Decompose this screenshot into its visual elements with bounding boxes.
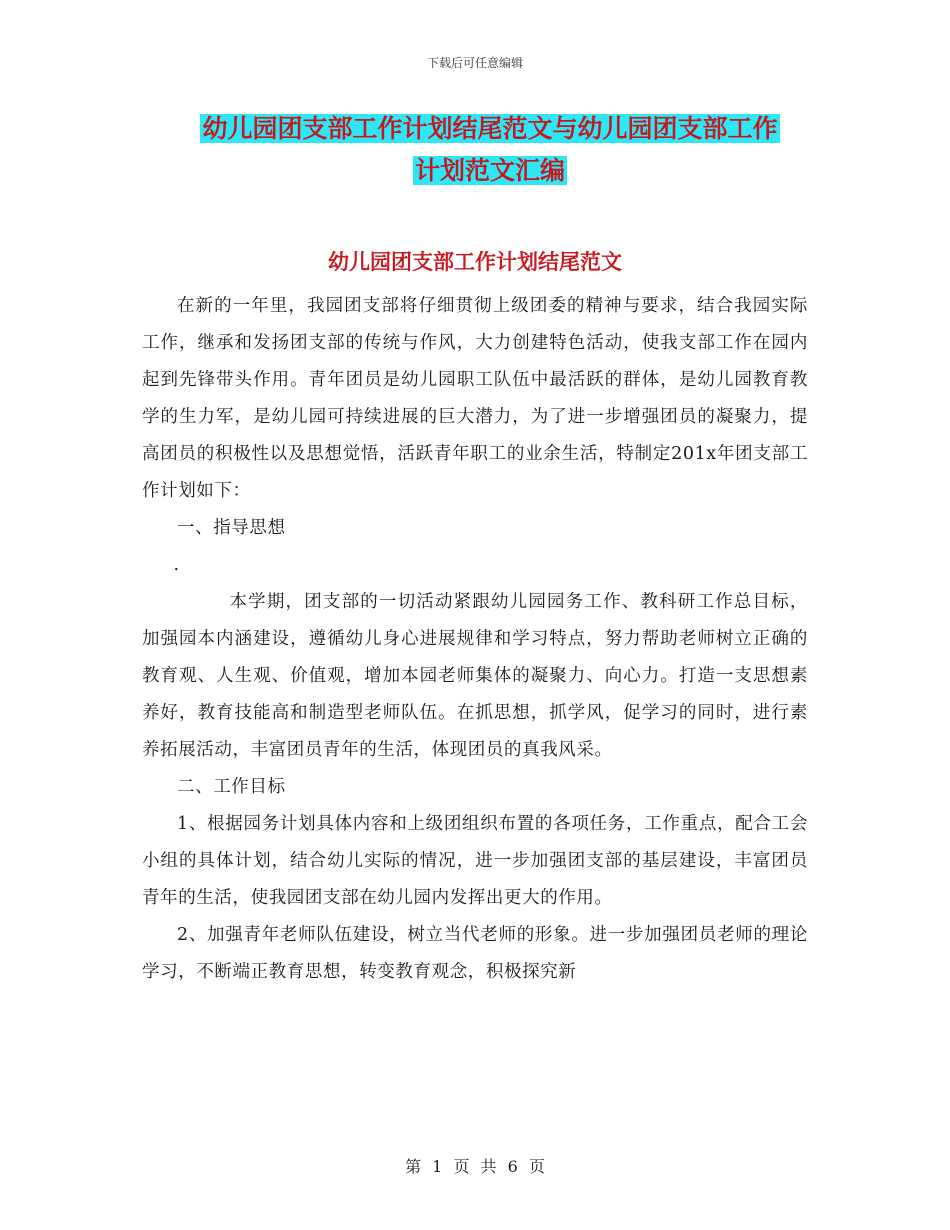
section-title: 幼儿园团支部工作计划结尾范文 <box>328 250 622 274</box>
heading-guiding-thought: 一、指导思想 <box>177 518 286 538</box>
heading-work-goals: 二、工作目标 <box>177 777 286 797</box>
paragraph-intro: 在新的一年里，我园团支部将仔细贯彻上级团委的精神与要求，结合我园实际工作，继承和发扬团支部的传统与作风，大力创建特色活动，使我支部工作在园内起到先锋带头作用。青年团员是幼儿园职工队伍中最活跃的群体，是幼儿园教育教学的生力军，是幼儿园可持续进展的巨大潜力，为了进一步增强团员的凝聚力，提高团员的积极性以及思想觉悟，活跃青年职工的业余生活，特制定201x年团支部工作计划如下： <box>142 296 808 501</box>
document-title-line-2: 计划范文汇编 <box>414 156 565 185</box>
paragraph-goal-2: 2、加强青年老师队伍建设，树立当代老师的形象。进一步加强团员老师的理论学习，不断端正教育思想，转变教育观念，积极探究新 <box>142 925 808 982</box>
paragraph-goal-1: 1、根据园务计划具体内容和上级团组织布置的各项任务，工作重点，配合工会小组的具体计划，结合幼儿实际的情况，进一步加强团支部的基层建设，丰富团员青年的生活，使我园团支部在幼儿园内发挥出更大的作用。 <box>142 814 808 908</box>
document-body <box>142 288 808 991</box>
document-title <box>150 108 830 192</box>
page-number: 第 1 页 共 6 页 <box>405 1157 545 1176</box>
paragraph-dot: . <box>173 555 180 575</box>
paragraph-semester: 本学期，团支部的一切活动紧跟幼儿园园务工作、教科研工作总目标，加强园本内涵建设，遵循幼儿身心进展规律和学习特点，努力帮助老师树立正确的教育观、人生观、价值观，增加本园老师集体的凝聚力、向心力。打造一支思想素养好，教育技能高和制造型老师队伍。在抓思想，抓学风，促学习的同时，进行素养拓展活动，丰富团员青年的生活，体现团员的真我风采。 <box>142 592 808 760</box>
page-header-note: 下载后可任意编辑 <box>426 56 523 70</box>
document-title-line-1: 幼儿园团支部工作计划结尾范文与幼儿园团支部工作 <box>202 114 778 143</box>
